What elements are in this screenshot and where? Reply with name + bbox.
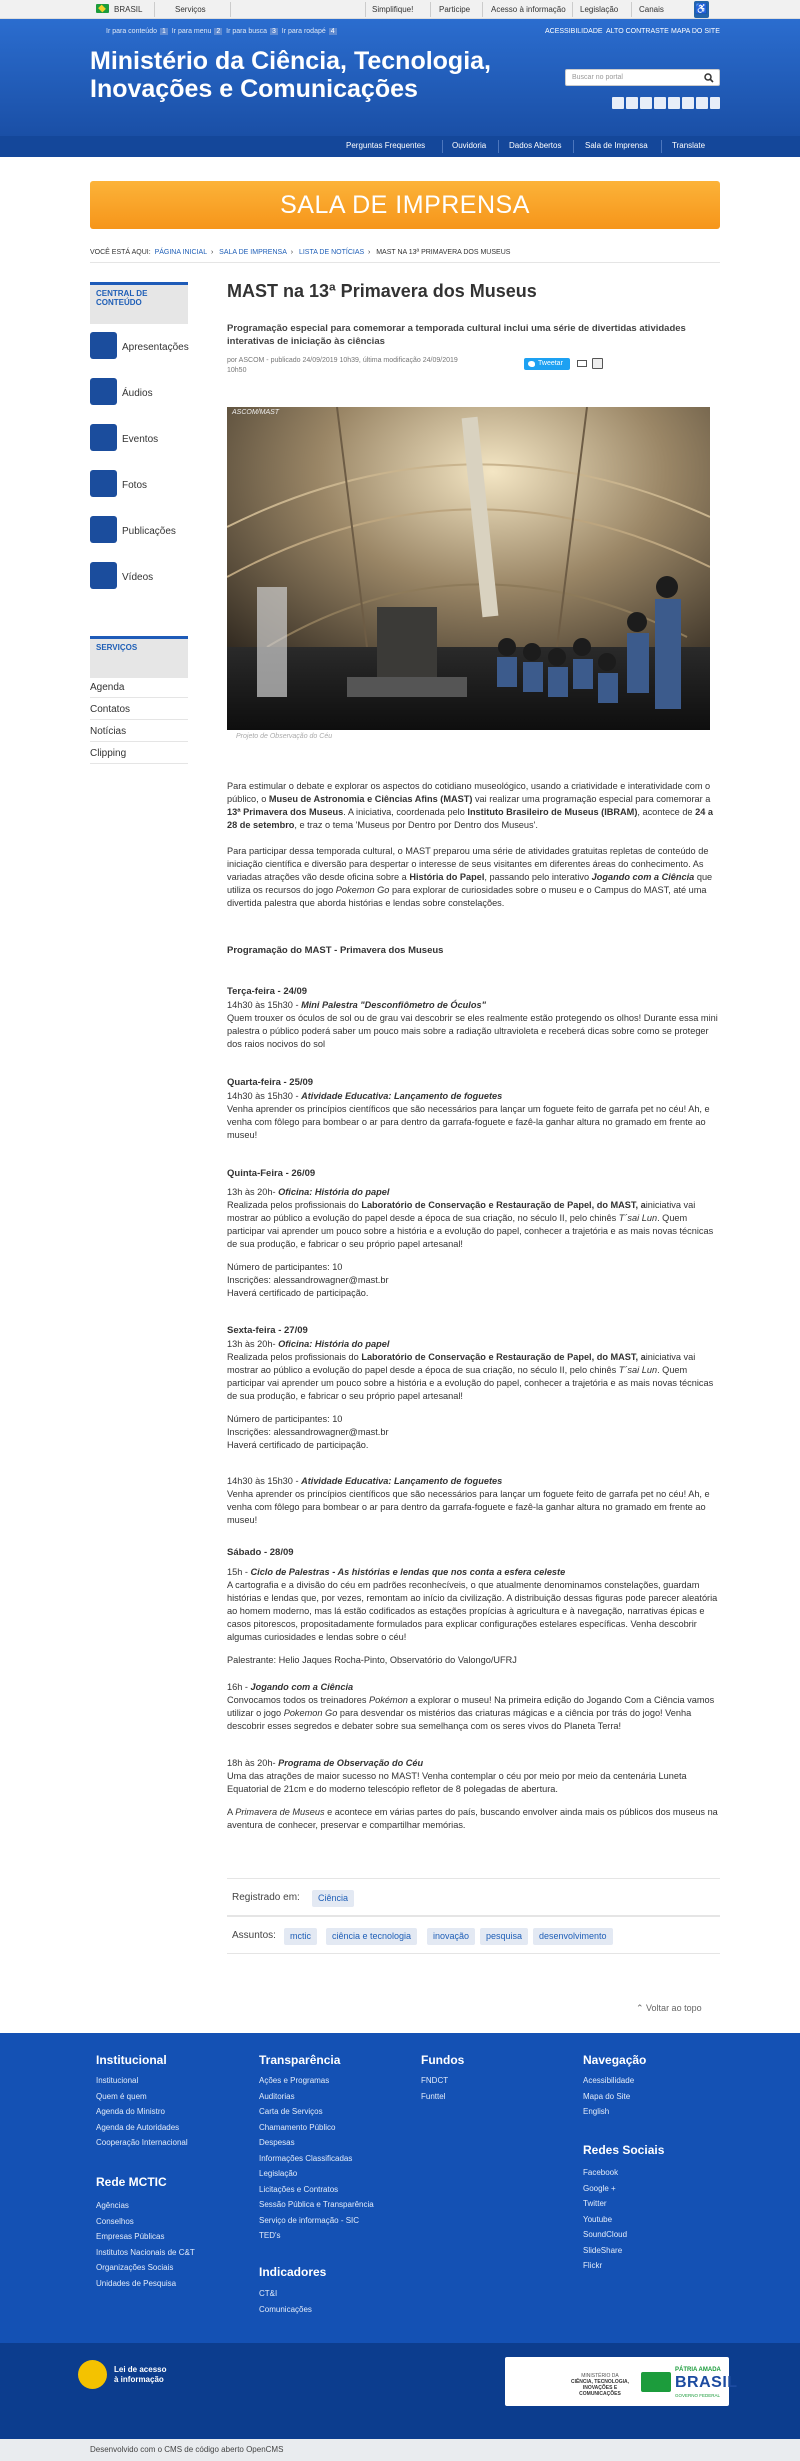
skip-search-link[interactable]: Ir para busca 3 <box>226 28 276 35</box>
search-placeholder: Buscar no portal <box>572 74 623 81</box>
footer-heading-fundos: Fundos <box>421 2053 465 2067</box>
article-meta <box>227 356 517 376</box>
footer-link[interactable]: Despesas <box>259 2138 295 2147</box>
tag-desenvolvimento[interactable]: desenvolvimento <box>533 1928 613 1945</box>
brasil-text: BRASIL <box>675 2374 738 2391</box>
search-icon[interactable] <box>704 73 714 83</box>
footer-link[interactable]: Funttel <box>421 2091 446 2101</box>
nav-translate[interactable]: Translate <box>672 141 706 150</box>
info-access-icon[interactable] <box>78 2360 107 2389</box>
sidebar-item-eventos[interactable]: Eventos <box>122 434 159 445</box>
footer-link[interactable]: Twitter <box>583 2199 607 2208</box>
event-wednesday: 14h30 às 15h30 - Atividade Educativa: Lançamento de foguetes Venha aprender os princípios científicos que são necessários para lançar um foguete feito de garrafa pet no céu! Ah, e venha com fôlego para bombear o ar para dentro da garrafa-foguete e fazê-la ganhar altura no gramado em frente ao museu! <box>227 1091 710 1140</box>
footer-link[interactable]: Institucional <box>96 2076 139 2085</box>
sub-navigation <box>0 136 800 157</box>
footer-link[interactable]: Unidades de Pesquisa <box>96 2278 177 2288</box>
audio-icon[interactable] <box>90 378 117 405</box>
governo-federal-text: GOVERNO FEDERAL <box>675 2393 721 2398</box>
print-icon[interactable] <box>592 358 603 369</box>
footer-link[interactable]: FNDCT <box>421 2076 449 2085</box>
footer-link[interactable]: Facebook <box>583 2168 619 2177</box>
divider <box>661 140 662 153</box>
day-heading-saturday: Sábado - 28/09 <box>227 1547 294 1558</box>
divider <box>365 2 366 17</box>
footer-link[interactable]: Flickr <box>583 2261 603 2270</box>
skip-content-link[interactable]: Ir para conteúdo 1 <box>106 28 166 35</box>
footer-list-rede <box>96 2198 195 2291</box>
divider <box>482 2 483 17</box>
footer-link[interactable]: Auditorias <box>259 2091 295 2101</box>
skip-footer-link[interactable]: Ir para rodapé 4 <box>281 28 335 35</box>
footer-link[interactable]: Mapa do Site <box>583 2091 631 2101</box>
photo-credit: ASCOM/MAST <box>232 409 280 416</box>
tag-mctic[interactable]: mctic <box>284 1928 317 1945</box>
divider <box>573 140 574 153</box>
event-thursday: 13h às 20h- Oficina: História do papel Realizada pelos profissionais do Laboratório de Conservação e Restauração de Papel, do MAST, ainiciativa vai mostrar ao público a evolução do papel desde a época de sua criação, no século II, pelo chinês T´sai Lun. Quem participar vai aprender um pouco sobre a história e a evolução do papel, conhecer a trajetória e as mais novas técnicas de sua produção, e fabricar o seu próprio papel artesanal! Número de participantes: 10 Inscrições: alessandrowagner@mast.br Haverá certificado de participação. <box>227 1187 714 1298</box>
video-icon[interactable] <box>90 562 117 589</box>
gov-logo[interactable] <box>505 2357 738 2406</box>
event-friday: 13h às 20h- Oficina: História do papel Realizada pelos profissionais do Laboratório de Conservação e Restauração de Papel, do MAST, ainiciativa vai mostrar ao público a evolução do papel desde a época de sua criação, no século II, pelo chinês T´sai Lun. Quem participar vai aprender um pouco sobre a história e a evolução do papel, conhecer a trajetória e as mais novas técnicas de sua produção, e fabricar o seu próprio papel artesanal! Número de participantes: 10 Inscrições: alessandrowagner@mast.br Haverá certificado de participação. <box>227 1339 714 1450</box>
footer-heading-navegacao: Navegação <box>583 2053 647 2067</box>
site-map-link[interactable]: MAPA DO SITE <box>671 28 720 35</box>
day-heading-tuesday: Terça-feira - 24/09 <box>227 986 308 997</box>
footer-heading-institucional: Institucional <box>96 2053 167 2067</box>
divider <box>631 2 632 17</box>
gov-bar <box>0 0 800 19</box>
nav-faq[interactable]: Perguntas Frequentes <box>346 141 426 150</box>
facebook-icon[interactable] <box>612 97 624 109</box>
camera-icon[interactable] <box>90 470 117 497</box>
subjects-label: Assuntos: <box>232 1930 276 1941</box>
sidebar-item-fotos[interactable]: Fotos <box>122 480 148 491</box>
ministry-logo-text: MINISTÉRIO DA CIÊNCIA, TECNOLOGIA, INOVAÇÕES E COMUNICAÇÕES <box>570 2373 630 2397</box>
registered-label: Registrado em: <box>232 1892 300 1903</box>
footer-link[interactable]: Comunicações <box>259 2304 312 2314</box>
instagram-icon[interactable] <box>654 97 666 109</box>
sidebar-item-publicacoes[interactable]: Publicações <box>122 526 176 537</box>
footer-link[interactable]: Cooperação Internacional <box>96 2138 188 2147</box>
gov-simplifique-link[interactable]: Simplifique! <box>372 5 414 14</box>
event-tuesday: 14h30 às 15h30 - Mini Palestra "Desconfiômetro de Óculos" Quem trouxer os óculos de sol ou de grau vai descobrir se eles realmente estão protegendo os olhos! Durante essa mini palestra o público poderá saber um pouco mais sobre a radiação ultravioleta e receberá dicas sobre como se proteger dos raios nocivos do sol <box>227 1000 718 1049</box>
sidebar-item-videos[interactable]: Vídeos <box>122 572 154 583</box>
lai-link[interactable]: Lei de acesso à informação <box>114 2365 167 2384</box>
slideshare-icon[interactable] <box>696 97 708 109</box>
footer-link[interactable]: Carta de Serviços <box>259 2107 323 2116</box>
gov-acesso-link[interactable]: Acesso à informação <box>491 5 566 14</box>
footer-link[interactable]: Quem é quem <box>96 2091 147 2101</box>
footer-link[interactable]: Acessibilidade <box>583 2076 635 2085</box>
nav-ouvidoria[interactable]: Ouvidoria <box>452 141 487 150</box>
footer-link[interactable]: SoundCloud <box>583 2230 628 2239</box>
nav-dados-abertos[interactable]: Dados Abertos <box>509 141 562 150</box>
tweet-button[interactable]: Tweetar <box>524 358 570 370</box>
footer-link[interactable]: Google + <box>583 2183 616 2193</box>
footer-heading-rede: Rede MCTIC <box>96 2175 167 2189</box>
gov-servicos-link[interactable]: Serviços <box>175 5 206 14</box>
patria-amada-text: PÁTRIA AMADA <box>675 2367 721 2373</box>
tag-inovacao[interactable]: inovação <box>427 1928 475 1945</box>
divider <box>498 140 499 153</box>
site-header <box>0 19 800 136</box>
footer-link[interactable]: Conselhos <box>96 2216 134 2226</box>
sidebar-link-noticias[interactable]: Notícias <box>90 722 188 742</box>
skip-links <box>106 28 337 35</box>
footer-link[interactable]: Institutos Nacionais de C&T <box>96 2247 195 2257</box>
sidebar-link-contatos[interactable]: Contatos <box>90 700 188 720</box>
divider <box>572 2 573 17</box>
divider <box>154 2 155 17</box>
photo-caption: Projeto de Observação do Céu <box>236 733 333 740</box>
gov-bar-inner <box>90 0 720 19</box>
subjects-box <box>227 1916 720 1954</box>
accessibility-link[interactable]: ACESSIBILIDADE <box>545 28 603 35</box>
divider <box>442 140 443 153</box>
footer-link[interactable]: Organizações Sociais <box>96 2263 174 2272</box>
article-title: MAST na 13ª Primavera dos Museus <box>227 281 537 301</box>
day-heading-wednesday: Quarta-feira - 25/09 <box>227 1077 314 1088</box>
sidebar-item-audios[interactable]: Áudios <box>122 388 153 399</box>
footer-heading-indicadores: Indicadores <box>259 2265 327 2279</box>
footer-link[interactable]: Agenda de Autoridades <box>96 2122 180 2132</box>
footer-link[interactable]: Serviço de informação - SIC <box>259 2215 360 2225</box>
article-lead: Programação especial para comemorar a temporada cultural inclui uma série de divertidas atividades interativas de iniciação às ciências <box>227 323 686 347</box>
footer-link[interactable]: Licitações e Contratos <box>259 2184 339 2194</box>
event-saturday-observation: 18h às 20h- Programa de Observação do Céu Uma das atrações de maior sucesso no MAST! Venha contemplar o céu por meio por meio da centenária Luneta Equatorial de 21cm e do moderno telescópio refletor de 8 polegadas de abertura. <box>227 1758 687 1794</box>
gov-brasil-link[interactable]: BRASIL <box>114 5 143 14</box>
footer-link[interactable]: Legislação <box>259 2169 298 2178</box>
footer-link[interactable]: Ações e Programas <box>259 2076 330 2085</box>
credits-text: Desenvolvido com o CMS de código aberto OpenCMS <box>90 2445 284 2454</box>
googleplus-icon[interactable] <box>668 97 680 109</box>
divider <box>230 2 231 17</box>
press-room-banner: SALA DE IMPRENSA <box>90 181 720 229</box>
observatory-photo-illustration <box>227 407 710 730</box>
footer-heading-redes: Redes Sociais <box>583 2143 665 2157</box>
footer-link[interactable]: Agências <box>96 2201 129 2210</box>
article-paragraph-2: Para participar dessa temporada cultural, o MAST preparou uma série de atividades gratuitas repletas de conteúdo de iniciação científica e diversão para despertar o interesse de seus visitantes em diferentes áreas do conhecimento. As variadas atrações vão desde oficina sobre a História do Papel, passando pelo interativo Jogando com a Ciência que utiliza os recursos do jogo Pokemon Go para explorar de curiosidades sobre o museu e o Campus do MAST, até uma divertida palestra que aborda histórias e lendas sobre constelações. <box>227 846 713 908</box>
credits-bar <box>0 2439 800 2461</box>
article-meta-line2: 10h50 <box>227 367 247 374</box>
footer-list-transparencia <box>259 2073 374 2244</box>
gov-legislacao-link[interactable]: Legislação <box>580 5 619 14</box>
flickr-icon[interactable] <box>640 97 652 109</box>
footer-heading-transparencia: Transparência <box>259 2053 341 2067</box>
breadcrumb-home[interactable]: PÁGINA INICIAL <box>154 249 208 256</box>
nav-sala-imprensa[interactable]: Sala de Imprensa <box>585 141 648 150</box>
email-icon[interactable] <box>577 360 587 367</box>
day-heading-thursday: Quinta-Feira - 26/09 <box>227 1168 316 1179</box>
calendar-icon[interactable] <box>90 424 117 451</box>
high-contrast-link[interactable]: ALTO CONTRASTE <box>606 28 669 35</box>
program-title: Programação do MAST - Primavera dos Museus <box>227 945 444 956</box>
footer <box>0 2033 800 2343</box>
sidebar-link-agenda[interactable]: Agenda <box>90 678 188 698</box>
footer-link[interactable]: Empresas Públicas <box>96 2232 165 2241</box>
registered-in-box <box>227 1878 720 1916</box>
search-input[interactable] <box>565 69 720 86</box>
footer-link[interactable]: Youtube <box>583 2214 613 2224</box>
event-saturday-lecture: 15h - Ciclo de Palestras - As histórias e lendas que nos conta a esfera celeste A cartografia e a divisão do céu em padrões reconhecíveis, o que atualmente denominamos constelações, guardam histórias e lendas que, por vezes, remontam ao início da civilização. A distribuição dessas figuras pode parecer aleatória ao homem moderno, mas lá estão codificados as estações propícias à agricultura e à navegação, narrativas épicas e casos pitorescos, propositadamente formulados para explicar configurações estelares específicas. Venha descobrir algumas curiosidades e lendas sobre o céu! Palestrante: Helio Jaques Rocha-Pinto, Observatório do Valongo/UFRJ <box>227 1567 718 1665</box>
accessibility-icon[interactable]: ♿ <box>694 1 709 18</box>
sidebar-central-heading: CENTRAL DE CONTEÚDO <box>90 282 188 324</box>
twitter-icon[interactable] <box>626 97 638 109</box>
site-title-line1: Ministério da Ciência, Tecnologia, <box>90 47 492 75</box>
tag-ciencia-tecnologia[interactable]: ciência e tecnologia <box>326 1928 417 1945</box>
footer-link[interactable]: Agenda do Ministro <box>96 2107 165 2116</box>
article-meta-line1: por ASCOM - publicado 24/09/2019 10h39, última modificação 24/09/2019 <box>227 357 458 364</box>
site-title[interactable] <box>90 47 550 103</box>
article-final-paragraph: A Primavera de Museus e acontece em várias partes do país, buscando envolver ainda mais os públicos dos museus na aventura de conhecer, preservar e compartilhar memórias. <box>227 1807 718 1830</box>
site-title-line2: Inovações e Comunicações <box>90 75 418 103</box>
footer-link[interactable]: Chamamento Público <box>259 2122 336 2132</box>
footer-link[interactable]: SlideShare <box>583 2245 623 2255</box>
brazil-flag-icon <box>96 4 109 13</box>
breadcrumb-label: VOCÊ ESTÁ AQUI: <box>90 249 151 256</box>
day-heading-friday: Sexta-feira - 27/09 <box>227 1325 308 1336</box>
divider <box>90 262 720 263</box>
tag-ciencia[interactable]: Ciência <box>312 1890 354 1907</box>
footer-link[interactable]: Informações Classificadas <box>259 2153 353 2163</box>
footer-list-institucional <box>96 2073 188 2151</box>
footer-link[interactable]: CT&I <box>259 2289 278 2298</box>
footer-list-navegacao <box>583 2073 634 2120</box>
sidebar-services-heading: SERVIÇOS <box>90 636 188 678</box>
gov-participe-link[interactable]: Participe <box>439 5 471 14</box>
breadcrumb: VOCÊ ESTÁ AQUI: PÁGINA INICIAL › SALA DE IMPRENSA › LISTA DE NOTÍCIAS › MAST NA 13ª PRIMAVERA DOS MUSEUS <box>90 249 511 256</box>
skip-menu-link[interactable]: Ir para menu 2 <box>171 28 221 35</box>
breadcrumb-current: MAST NA 13ª PRIMAVERA DOS MUSEUS <box>376 249 511 256</box>
footer-list-fundos <box>421 2073 448 2104</box>
presentation-icon[interactable] <box>90 332 117 359</box>
footer-link[interactable]: TED's <box>259 2231 281 2240</box>
breadcrumb-news[interactable]: LISTA DE NOTÍCIAS <box>298 249 365 256</box>
breadcrumb-press[interactable]: SALA DE IMPRENSA <box>219 249 287 256</box>
event-friday-rocket: 14h30 às 15h30 - Atividade Educativa: Lançamento de foguetes Venha aprender os princípios científicos que são necessários para lançar um foguete feito de garrafa pet no céu! Ah, e venha com fôlego para bombear o ar para dentro da garrafa-foguete e fazê-la ganhar altura no gramado em frente ao museu! <box>227 1476 710 1525</box>
document-icon[interactable] <box>90 516 117 543</box>
footer-link[interactable]: Sessão Pública e Transparência <box>259 2200 374 2209</box>
article-photo <box>227 407 710 730</box>
event-saturday-game: 16h - Jogando com a Ciência Convocamos todos os treinadores Pokémon a explorar o museu! Na primeira edição do Jogando Com a Ciência vamos utilizar o jogo Pokemon Go para desvendar os mistérios das criaturas mágicas e a ciência por trás do jogo! Venha descobrir esses segredos e debater sobre sua semelhança com os seres vivos do Planeta Terra! <box>227 1682 715 1731</box>
sidebar-link-clipping[interactable]: Clipping <box>90 744 188 764</box>
back-to-top-link[interactable]: ⌃ Voltar ao topo <box>636 2003 702 2013</box>
tag-pesquisa[interactable]: pesquisa <box>480 1928 528 1945</box>
article-paragraph-1: Para estimular o debate e explorar os aspectos do cotidiano museológico, usando a criatividade e interatividade com o público, o Museu de Astronomia e Ciências Afins (MAST) vai realizar uma programação especial para comemorar a 13ª Primavera dos Museus. A iniciativa, coordenada pelo Instituto Brasileiro de Museus (IBRAM), acontece de 24 a 28 de setembro, e traz o tema 'Museus por Dentro por Dentro dos Museus'. <box>227 781 713 830</box>
youtube-icon[interactable] <box>682 97 694 109</box>
gov-canais-link[interactable]: Canais <box>639 5 664 14</box>
footer-list-indicadores <box>259 2286 312 2317</box>
arrow-up-icon: ⌃ <box>636 2003 647 2013</box>
divider <box>430 2 431 17</box>
footer-link[interactable]: English <box>583 2107 610 2116</box>
sidebar-item-apresentacoes[interactable]: Apresentações <box>122 342 189 353</box>
footer-list-redes <box>583 2165 627 2274</box>
soundcloud-icon[interactable] <box>710 97 720 109</box>
brazil-flag-logo-icon <box>641 2372 671 2392</box>
